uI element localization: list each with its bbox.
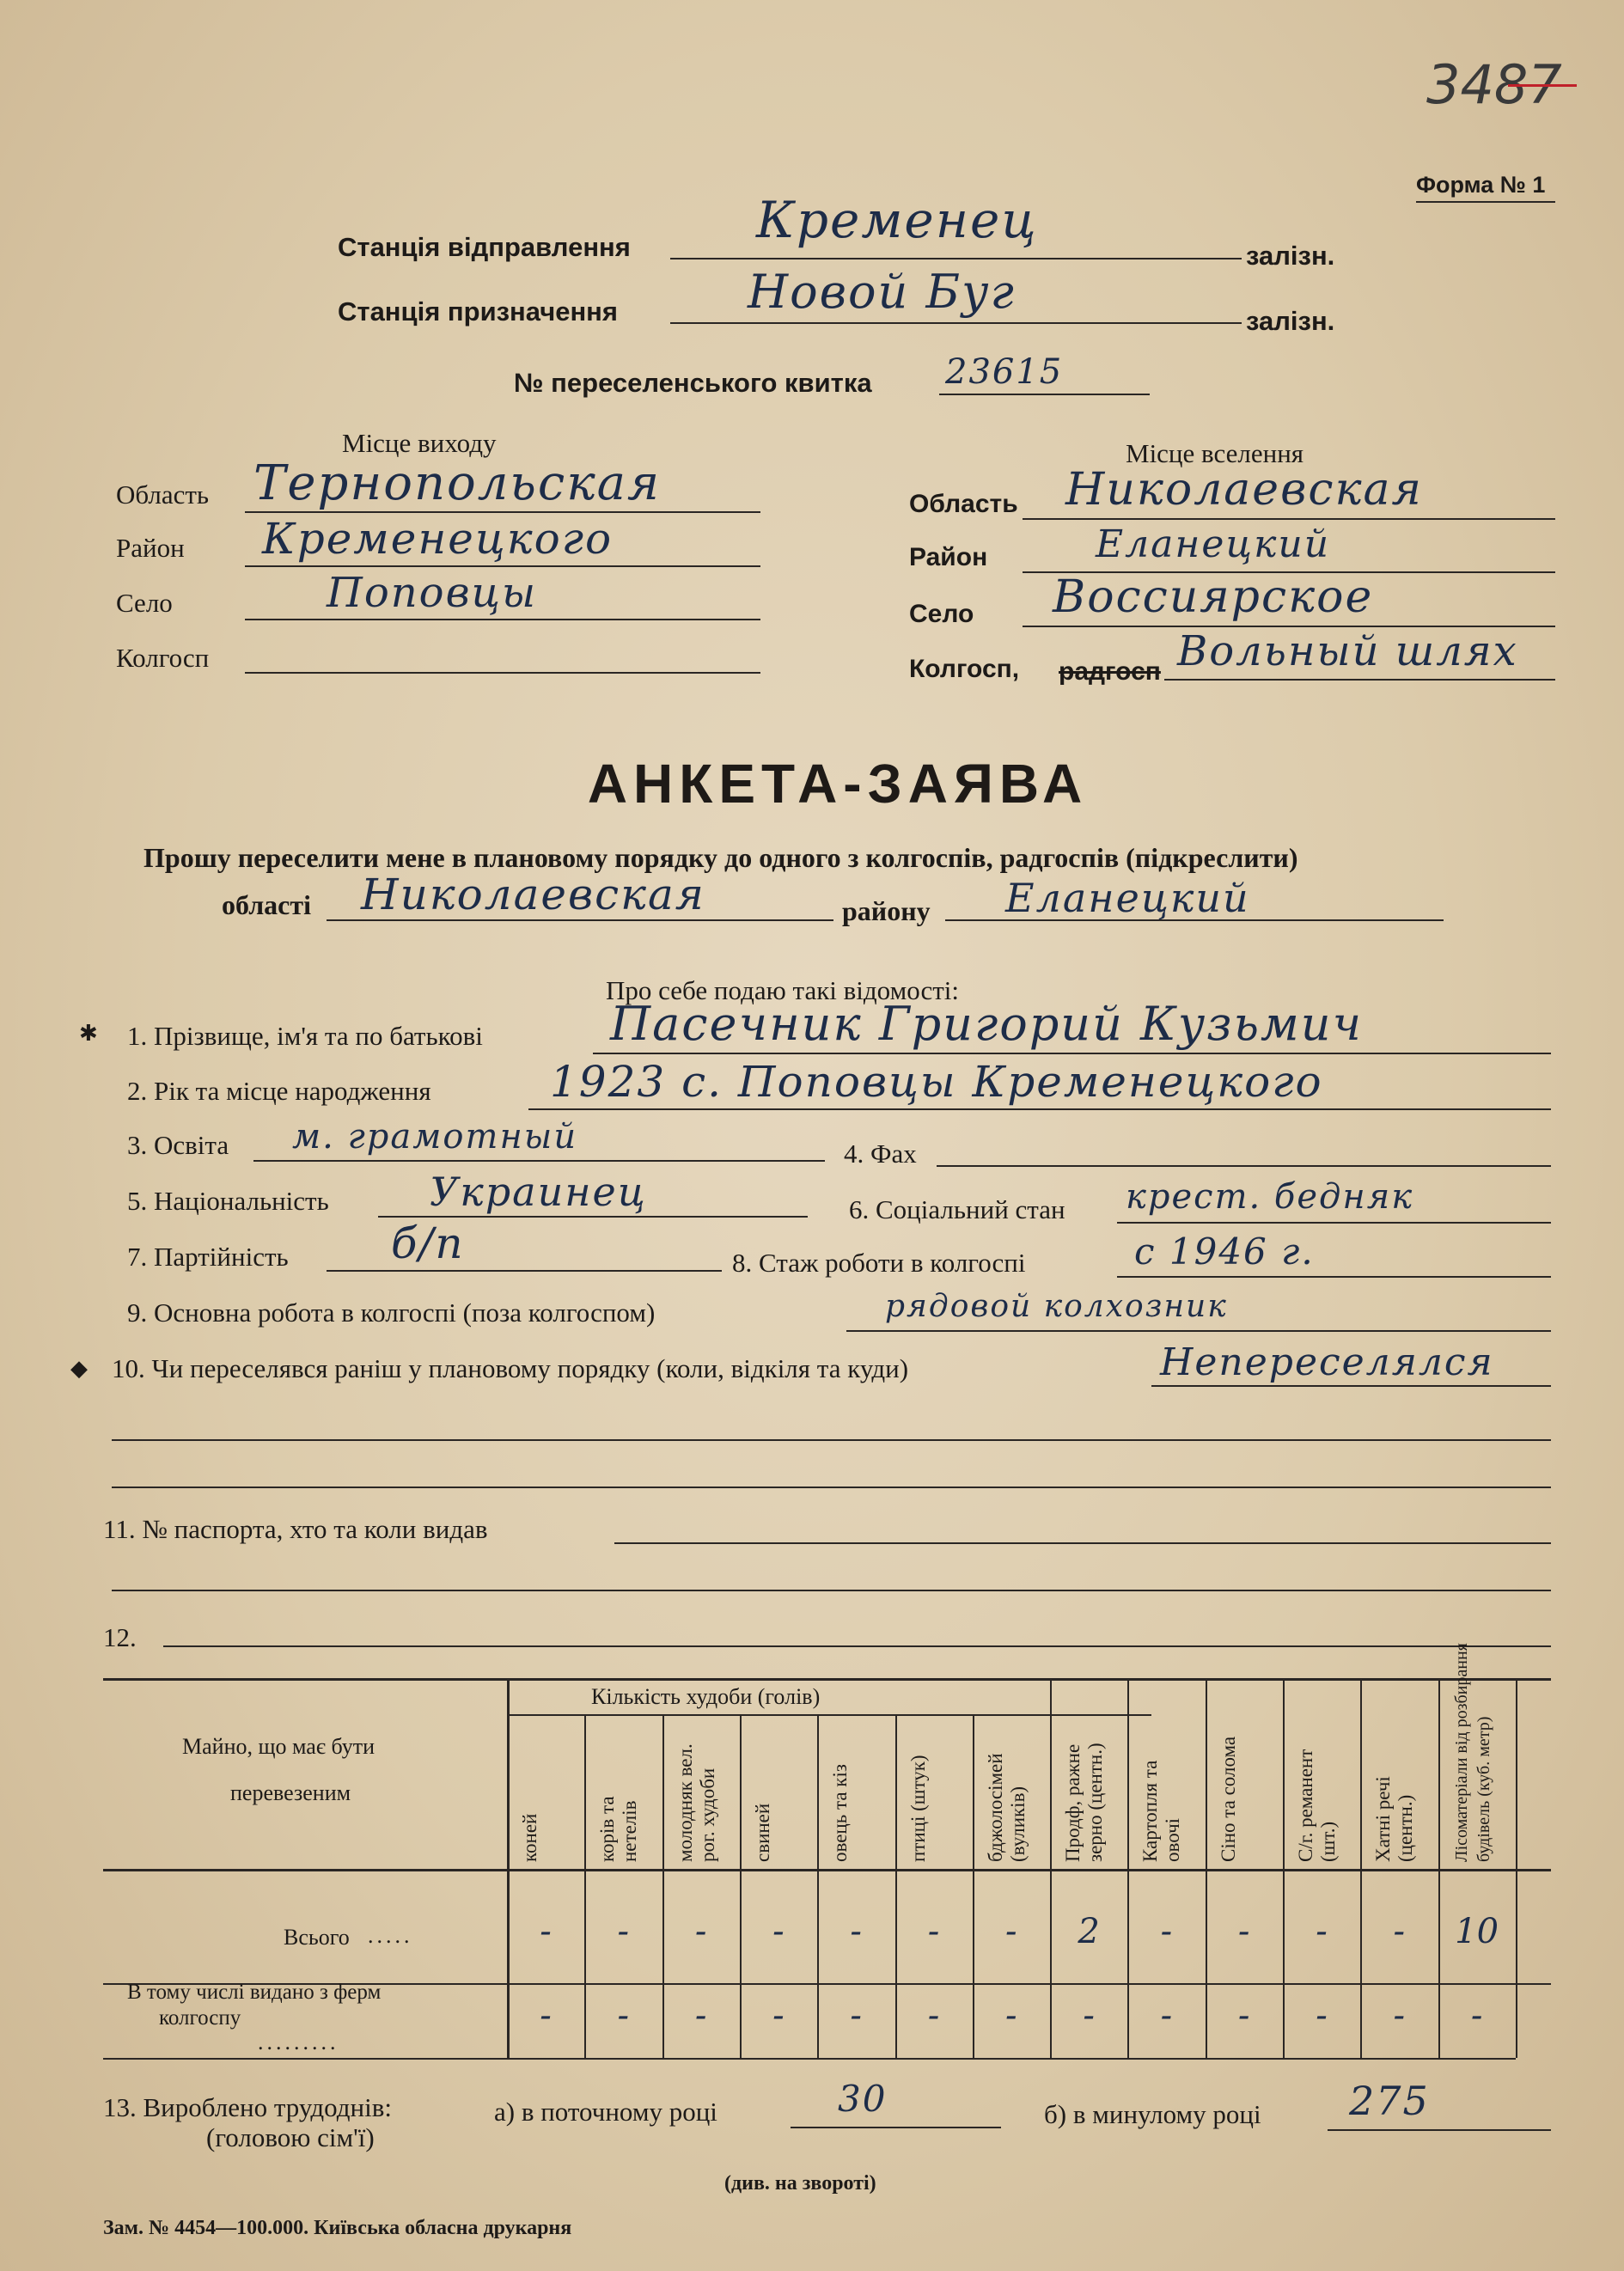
field-10-value: Непереселялся: [1160, 1340, 1494, 1384]
destination-region-value: Николаевская: [1065, 464, 1423, 516]
table-row2-cell-12: -: [1393, 1996, 1406, 2036]
request-oblast-value: Николаевская: [361, 870, 705, 919]
table-col-header-11: С/г. реманент (шт.): [1295, 1749, 1339, 1862]
table-col-divider-5: [895, 1714, 897, 2058]
workdays-current-label: а) в поточному році: [494, 2097, 717, 2127]
destination-sovkhoz-label: радгосп: [1059, 657, 1161, 686]
table-row2-cell-4: -: [772, 1996, 785, 2036]
workdays-current-value: 30: [838, 2078, 888, 2120]
workdays-last-label: б) в минулому році: [1044, 2099, 1261, 2129]
table-row1-cell-3: -: [694, 1912, 707, 1951]
table-row1-cell-13: 10: [1455, 1912, 1499, 1951]
table-row2-cell-9: -: [1160, 1996, 1173, 2036]
field-10-line: [1151, 1385, 1551, 1387]
field-6-value: крест. бедняк: [1126, 1177, 1414, 1217]
field-5-value: Украинец: [430, 1169, 647, 1215]
destination-station-value: Новой Буг: [748, 265, 1016, 319]
table-row1-label: Всього: [284, 1925, 350, 1950]
table-col-divider-2: [662, 1714, 664, 2058]
table-header-bottom: [103, 1869, 1551, 1871]
table-corner-label-2: перевезеним: [230, 1780, 351, 1805]
field-1-label: 1. Прізвище, ім'я та по батькові: [127, 1021, 483, 1051]
table-row2-cell-1: -: [540, 1996, 552, 2036]
destination-region-line: [1023, 518, 1555, 520]
origin-kolkhoz-line: [245, 672, 760, 674]
ticket-label: № переселенського квитка: [514, 368, 872, 398]
table-row1-dots: .....: [368, 1923, 413, 1948]
table-row2-dots: .........: [258, 2030, 339, 2054]
field-9-label: 9. Основна робота в колгоспі (поза колгоспом): [127, 1297, 656, 1328]
field-2-value: 1923 с. Поповцы Кременецкого: [550, 1057, 1323, 1107]
origin-village-label: Село: [116, 588, 173, 618]
table-row1-cell-6: -: [927, 1912, 940, 1951]
origin-heading: Місце виходу: [342, 428, 497, 458]
table-row1-cell-7: -: [1005, 1912, 1017, 1951]
table-col-divider-9: [1206, 1678, 1207, 2058]
table-livestock-divider: [507, 1714, 1151, 1716]
origin-kolkhoz-label: Колгосп: [116, 643, 210, 673]
table-col-header-2: корів та нетелів: [596, 1796, 641, 1862]
table-col-divider-1: [584, 1714, 586, 2058]
field-1-value: Пасечник Григорий Кузьмич: [610, 997, 1364, 1051]
table-row2-cell-7: -: [1005, 1996, 1017, 2036]
table-col-header-9: Картопля та овочі: [1139, 1760, 1184, 1862]
field-10-line-3: [112, 1487, 1551, 1488]
field-1-line: [593, 1053, 1551, 1054]
table-row2-label-1: В тому числі видано з ферм: [127, 1981, 382, 2004]
origin-district-label: Район: [116, 533, 185, 563]
table-row2-cell-3: -: [694, 1996, 707, 2036]
field-11-line-2: [112, 1590, 1551, 1591]
table-col-header-10: Сіно та солома: [1217, 1736, 1239, 1862]
origin-region-label: Область: [116, 479, 210, 510]
table-row1-cell-12: -: [1393, 1912, 1406, 1951]
intro-text: Про себе подаю такі відомості:: [606, 975, 960, 1005]
table-row2-cell-8: -: [1083, 1996, 1095, 2036]
table-row1-cell-4: -: [772, 1912, 785, 1951]
form-label-underline: [1416, 201, 1555, 203]
field-5-label: 5. Національність: [127, 1186, 329, 1216]
table-row1-cell-9: -: [1160, 1912, 1173, 1951]
destination-kolkhoz-line: [1164, 679, 1555, 681]
origin-district-value: Кременецкого: [262, 514, 614, 564]
workdays-last-value: 275: [1349, 2078, 1430, 2124]
field-10-label: 10. Чи переселявся раніш у плановому порядку (коли, відкіля та куди): [112, 1353, 909, 1383]
request-oblast-line: [327, 919, 833, 921]
field-3-line: [253, 1160, 825, 1162]
origin-village-line: [245, 619, 760, 620]
table-col-header-13: Лісоматеріали від розбирання будівель (куб. метр): [1451, 1643, 1493, 1862]
table-col-header-1: коней: [519, 1813, 540, 1862]
destination-region-label: Область: [909, 490, 1018, 518]
field-8-value: с 1946 г.: [1134, 1230, 1315, 1273]
table-col-divider-8: [1127, 1678, 1129, 2058]
workdays-last-line: [1328, 2129, 1551, 2131]
table-col-header-3: молодняк вел. рог. худоби: [674, 1743, 718, 1862]
field-11-label: 11. № паспорта, хто та коли видав: [103, 1514, 488, 1544]
margin-mark-2: ◆: [70, 1356, 88, 1381]
table-col-header-6: птиці (штук): [907, 1755, 929, 1862]
table-row1-cell-1: -: [540, 1912, 552, 1951]
destination-station-line: [670, 322, 1242, 324]
table-col-divider-3: [740, 1714, 742, 2058]
ticket-value: 23615: [945, 352, 1064, 392]
field-8-line: [1117, 1276, 1551, 1278]
table-col-divider-11: [1360, 1678, 1362, 2058]
destination-village-value: Воссиярское: [1053, 571, 1374, 623]
destination-heading: Місце вселення: [1126, 438, 1304, 468]
table-row2-cell-5: -: [850, 1996, 862, 2036]
field-12-line: [163, 1645, 1551, 1647]
printer-line: Зам. № 4454—100.000. Київська обласна друкарня: [103, 2217, 572, 2239]
margin-mark: ✱: [79, 1021, 98, 1046]
table-bottom: [103, 2058, 1516, 2060]
form-label: Форма № 1: [1416, 172, 1546, 198]
field-9-value: рядовой колхозник: [885, 1289, 1228, 1324]
field-7-label: 7. Партійність: [127, 1242, 289, 1272]
workdays-label-2: (головою сім'ї): [206, 2122, 375, 2152]
field-3-value: м. грамотный: [292, 1117, 578, 1157]
table-row1-cell-5: -: [850, 1912, 862, 1951]
departure-station-label: Станція відправлення: [338, 232, 631, 262]
origin-region-value: Тернопольская: [253, 455, 662, 511]
table-col-header-5: овець та кіз: [829, 1764, 852, 1862]
table-col-divider-10: [1283, 1678, 1285, 2058]
destination-village-label: Село: [909, 600, 974, 628]
request-raion-label: району: [842, 895, 931, 926]
request-oblast-label: області: [222, 889, 311, 920]
table-row2-label-2: колгоспу: [159, 2006, 241, 2030]
table-col-header-12: Хатні речі (центн.): [1372, 1776, 1417, 1862]
field-4-line: [937, 1165, 1551, 1167]
table-row1-cell-2: -: [617, 1912, 630, 1951]
destination-kolkhoz-label: Колгосп,: [909, 655, 1020, 683]
table-row1-cell-10: -: [1237, 1912, 1250, 1951]
archive-number-strike: [1508, 84, 1577, 87]
table-top: [103, 1678, 1551, 1681]
destination-kolkhoz-value: Вольный шлях: [1177, 627, 1518, 675]
origin-region-line: [245, 511, 760, 513]
field-12-label: 12.: [103, 1622, 137, 1652]
workdays-label-1: 13. Вироблено трудоднів:: [103, 2092, 393, 2122]
origin-village-value: Поповцы: [327, 569, 538, 617]
table-col-divider-12: [1438, 1678, 1440, 2058]
table-col-header-4: свиней: [751, 1803, 773, 1862]
table-corner-label-1: Майно, що має бути: [182, 1734, 375, 1759]
field-6-line: [1117, 1222, 1551, 1224]
field-7-line: [327, 1270, 722, 1272]
table-col-divider-4: [817, 1714, 819, 2058]
table-col-divider-7: [1050, 1678, 1052, 2058]
workdays-current-line: [791, 2127, 1001, 2128]
field-7-value: б/п: [391, 1218, 465, 1268]
table-label-divider: [507, 1678, 510, 2058]
table-row2-cell-10: -: [1237, 1996, 1250, 2036]
departure-station-value: Кременец: [756, 191, 1038, 249]
archive-number: 3487: [1426, 53, 1562, 116]
table-row2-cell-13: -: [1470, 1996, 1483, 2036]
form-title: АНКЕТА-ЗАЯВА: [587, 753, 1089, 815]
table-row1-cell-8: 2: [1078, 1912, 1100, 1951]
table-row2-cell-6: -: [927, 1996, 940, 2036]
table-livestock-header: Кількість худоби (голів): [591, 1684, 821, 1709]
destination-district-value: Еланецкий: [1096, 522, 1331, 566]
ticket-line: [939, 394, 1150, 395]
request-text: Прошу переселити мене в плановому порядку до одного з колгоспів, радгоспів (підкреслити): [143, 842, 1298, 873]
field-5-line: [378, 1216, 808, 1218]
table-row1-cell-11: -: [1316, 1912, 1328, 1951]
field-3-label: 3. Освіта: [127, 1130, 229, 1160]
table-col-divider-6: [973, 1714, 974, 2058]
field-6-label: 6. Соціальний стан: [849, 1194, 1065, 1224]
field-9-line: [846, 1330, 1551, 1332]
table-row2-cell-11: -: [1316, 1996, 1328, 2036]
departure-station-suffix: залізн.: [1246, 241, 1335, 271]
table-col-header-7: бджолосімей (вуликів): [984, 1753, 1029, 1862]
request-raion-value: Еланецкий: [1005, 875, 1250, 921]
table-row2-cell-2: -: [617, 1996, 630, 2036]
field-11-line: [614, 1542, 1551, 1544]
field-10-line-2: [112, 1439, 1551, 1441]
table-right-border: [1516, 1678, 1517, 2058]
destination-station-suffix: залізн.: [1246, 306, 1335, 336]
field-2-line: [528, 1108, 1551, 1110]
field-4-label: 4. Фах: [844, 1139, 917, 1169]
field-8-label: 8. Стаж роботи в колгоспі: [732, 1248, 1026, 1278]
footer-note: (див. на звороті): [724, 2172, 876, 2195]
field-2-label: 2. Рік та місце народження: [127, 1076, 431, 1106]
destination-district-label: Район: [909, 543, 988, 571]
table-col-header-8: Продф, ражне зерно (центн.): [1062, 1743, 1107, 1862]
departure-station-line: [670, 258, 1242, 259]
destination-station-label: Станція призначення: [338, 296, 618, 327]
origin-district-line: [245, 565, 760, 567]
